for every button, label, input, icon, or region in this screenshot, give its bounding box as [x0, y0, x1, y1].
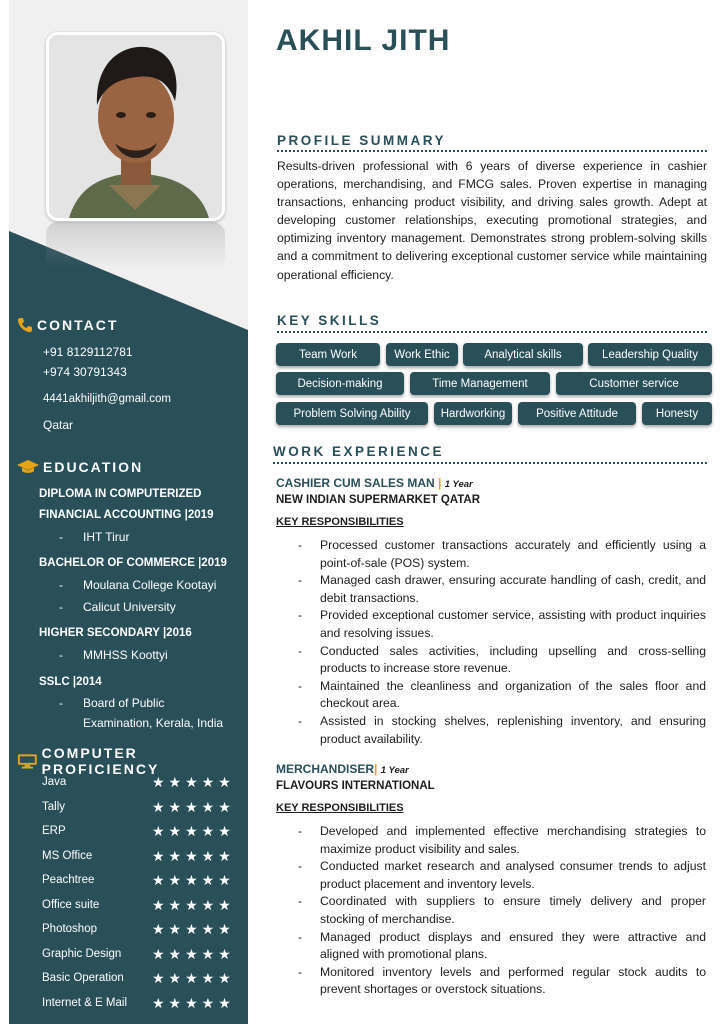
proficiency-skill-name: Graphic Design: [42, 947, 122, 960]
profile-summary-text: Results-driven professional with 6 years of diverse experience in cashier operations, merchandising, and FMCG sales. Proven expertise in managing transactions, enhancing product visibility, and driving sales growth. Adept at developing customer relationships, executing promotional strategies, and optimizing inventory management. Demonstrates strong problem-solving skills and a commitment to delivering exceptional customer service while maintaining operational efficiency.: [277, 159, 707, 282]
list-item: - Provided exceptional customer service, assisting with product inquiries and resolving issues.: [276, 607, 706, 642]
list-item: - Coordinated with suppliers to ensure timely delivery and proper stocking of merchandise.: [276, 893, 706, 928]
star-rating: ★★★★★: [152, 872, 235, 888]
proficiency-row: [42, 872, 242, 892]
education-title-bcom: BACHELOR OF COMMERCE |2019: [39, 557, 227, 569]
skill-pill: Hardworking: [434, 402, 512, 425]
phone-number-1: +91 8129112781: [43, 345, 133, 359]
job-title: MERCHANDISER| 1 Year: [276, 762, 409, 776]
list-item: - Managed cash drawer, ensuring accurate handling of cash, credit, and debit transactions.: [276, 572, 706, 607]
proficiency-skill-name: Internet & E Mail: [42, 996, 128, 1009]
work-experience-heading: WORK EXPERIENCE: [273, 444, 445, 459]
list-item: - Monitored inventory levels and performed regular stock audits to prevent shortages or overstock situations.: [276, 964, 706, 999]
section-divider: [273, 462, 707, 464]
computer-heading: [17, 745, 248, 777]
star-rating: ★★★★★: [152, 896, 235, 913]
proficiency-skill-name: Peachtree: [42, 874, 95, 886]
education-title-sslc: SSLC |2014: [39, 676, 102, 688]
proficiency-skill-name: Office suite: [42, 898, 100, 911]
phone-icon: [17, 317, 33, 333]
list-item: - Processed customer transactions accurately and efficiently using a point-of-sale (POS) system.: [276, 537, 706, 572]
star-rating: ★★★★★: [152, 994, 235, 1011]
education-title-diploma-line1: DIPLOMA IN COMPUTERIZED: [39, 488, 202, 500]
proficiency-row: [42, 799, 242, 819]
profile-photo: [46, 32, 225, 221]
education-title-higher-secondary: HIGHER SECONDARY |2016: [39, 627, 192, 639]
skill-pill: Time Management: [410, 372, 550, 395]
list-item: - Maintained the cleanliness and organization of the sales floor and checkout area.: [276, 678, 706, 713]
skill-pill: Customer service: [556, 372, 712, 395]
proficiency-skill-name: Tally: [42, 800, 66, 813]
computer-heading-label: COMPUTER PROFICIENCY: [41, 745, 160, 777]
star-rating: ★★★★★: [152, 921, 235, 937]
proficiency-row: [42, 995, 242, 1015]
star-rating: ★★★★★: [152, 945, 235, 962]
skill-pill: Decision-making: [276, 372, 404, 395]
education-detail: - Board of Public: [59, 696, 165, 710]
responsibilities-heading: KEY RESPONSIBILITIES: [276, 802, 404, 814]
proficiency-row: [42, 848, 242, 868]
proficiency-row: [42, 774, 242, 794]
star-rating: ★★★★★: [152, 798, 235, 815]
proficiency-row: [42, 970, 242, 990]
proficiency-skill-name: Photoshop: [42, 923, 97, 935]
education-detail: Examination, Kerala, India: [83, 716, 224, 730]
proficiency-skill-name: MS Office: [42, 849, 93, 862]
responsibility-list: [276, 537, 706, 748]
skill-pill: Problem Solving Ability: [276, 402, 428, 425]
list-item: - Managed product displays and ensured they were attractive and aligned with promotional plans.: [276, 929, 706, 964]
proficiency-row: [42, 921, 242, 941]
company-name: FLAVOURS INTERNATIONAL: [276, 780, 435, 792]
proficiency-row: [42, 946, 242, 966]
star-rating: ★★★★★: [152, 847, 235, 864]
computer-icon: [17, 753, 38, 769]
proficiency-skill-name: ERP: [42, 825, 66, 837]
skill-pill: Work Ethic: [386, 343, 458, 366]
list-item: - Conducted market research and analysed consumer trends to adjust product placement and inventory levels.: [276, 858, 706, 893]
responsibility-list: [276, 823, 706, 999]
education-detail: - IHT Tirur: [59, 530, 130, 544]
section-divider: [277, 331, 707, 333]
email-address: 4441akhiljith@gmail.com: [43, 393, 172, 405]
skill-pill: Team Work: [276, 343, 380, 366]
list-item: - Assisted in stocking shelves, replenishing inventory, and ensuring product availability.: [276, 713, 706, 748]
education-detail: - Calicut University: [59, 600, 176, 614]
contact-heading: [17, 317, 118, 333]
star-rating: ★★★★★: [152, 823, 235, 839]
skill-pill: Honesty: [642, 402, 712, 425]
proficiency-skill-name: Java: [42, 776, 67, 788]
location: Qatar: [43, 418, 74, 432]
skill-pill: Analytical skills: [463, 343, 583, 366]
skill-pill: Positive Attitude: [518, 402, 636, 425]
proficiency-row: [42, 897, 242, 917]
education-heading: [17, 459, 143, 475]
contact-heading-label: CONTACT: [37, 317, 119, 333]
section-divider: [277, 150, 707, 152]
company-name: NEW INDIAN SUPERMARKET QATAR: [276, 494, 481, 506]
education-detail: - MMHSS Koottyi: [59, 648, 168, 662]
proficiency-skill-name: Basic Operation: [42, 972, 124, 984]
profile-summary-heading: PROFILE SUMMARY: [277, 133, 446, 148]
responsibilities-heading: KEY RESPONSIBILITIES: [276, 516, 404, 528]
list-item: - Conducted sales activities, including upselling and cross-selling products to increase store revenue.: [276, 643, 706, 678]
star-rating: ★★★★★: [152, 970, 235, 986]
candidate-name: AKHIL JITH: [276, 24, 451, 57]
education-title-diploma-line2: FINANCIAL ACCOUNTING |2019: [39, 509, 214, 521]
skill-pill: Leadership Quality: [588, 343, 712, 366]
graduation-cap-icon: [17, 460, 39, 474]
education-detail: - Moulana College Kootayi: [59, 578, 217, 592]
phone-number-2: +974 30791343: [43, 365, 127, 379]
list-item: - Developed and implemented effective merchandising strategies to maximize product visibility and sales.: [276, 823, 706, 858]
job-title: CASHIER CUM SALES MAN | 1 Year: [276, 476, 473, 490]
photo-reflection: [46, 222, 225, 270]
proficiency-row: [42, 823, 242, 843]
sidebar: [9, 0, 248, 1024]
star-rating: ★★★★★: [152, 774, 235, 790]
key-skills-heading: KEY SKILLS: [277, 313, 382, 328]
education-heading-label: EDUCATION: [43, 459, 144, 475]
